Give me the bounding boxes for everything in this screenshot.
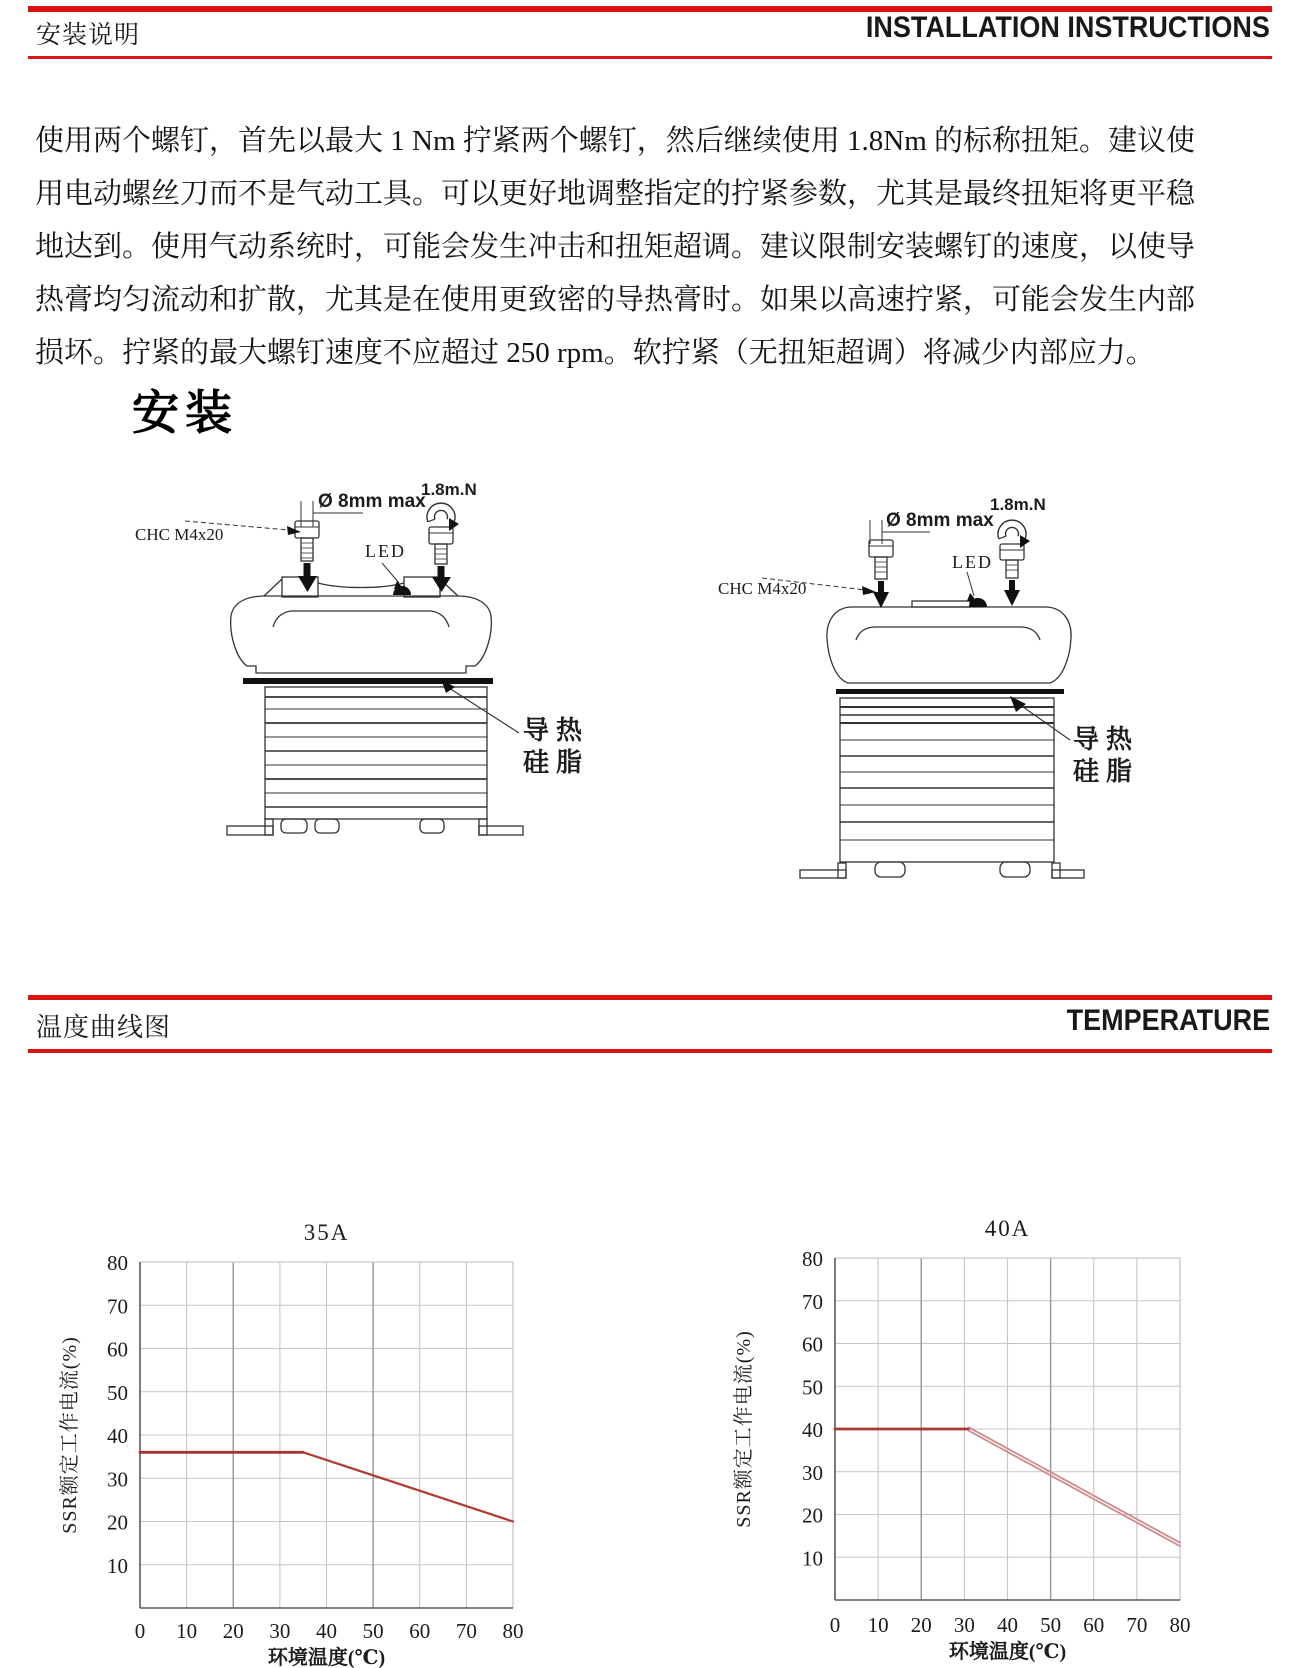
y-tick-label: 30 [107, 1467, 128, 1492]
hole-diameter-label: Ø 8mm max [318, 491, 426, 512]
y-axis-label: SSR额定工作电流(%) [733, 1330, 755, 1528]
section1-title-zh: 安装说明 [36, 22, 141, 49]
derating-line [969, 1427, 1180, 1542]
led-label: LED [952, 552, 993, 572]
temperature-bottom-rule [28, 1049, 1272, 1053]
x-tick-label: 30 [953, 1613, 975, 1637]
x-axis-label: 环境温度(℃) [948, 1641, 1067, 1663]
screw1-press-arrow [304, 563, 311, 576]
x-tick-label: 20 [910, 1613, 932, 1637]
x-tick-label: 80 [1169, 1613, 1191, 1637]
x-tick-label: 60 [1083, 1613, 1105, 1637]
y-tick-label: 40 [802, 1418, 823, 1442]
section1-bottom-rule [28, 56, 1272, 59]
x-tick-label: 50 [362, 1619, 384, 1643]
x-tick-label: 20 [222, 1619, 244, 1643]
y-tick-label: 50 [107, 1380, 128, 1405]
x-tick-label: 50 [1040, 1613, 1062, 1637]
torque-label: 1.8m.N [421, 480, 477, 499]
grease-label-line1: 导热 [523, 715, 590, 745]
grease-label-line1: 导热 [1073, 724, 1140, 754]
y-tick-label: 40 [107, 1424, 128, 1448]
led-label: LED [365, 541, 406, 561]
chart-title: 35A [303, 1220, 350, 1245]
y-tick-label: 10 [802, 1546, 823, 1571]
grease-label-line2: 硅脂 [1073, 756, 1140, 786]
x-tick-label: 60 [409, 1619, 431, 1643]
grease-label-line2: 硅脂 [523, 747, 590, 777]
y-tick-label: 80 [802, 1247, 823, 1271]
installation-diagram-right [660, 450, 1220, 900]
hole-diameter-label: Ø 8mm max [886, 510, 994, 531]
x-tick-label: 30 [269, 1619, 291, 1643]
section2-title-zh: 温度曲线图 [36, 1013, 172, 1042]
section2-title-en [1044, 1004, 1270, 1038]
section1-title-en [821, 11, 1270, 45]
derating-chart-40a [690, 1200, 1240, 1668]
derating-line [303, 1452, 513, 1521]
screw-type-label: CHC M4x20 [718, 579, 807, 598]
y-tick-label: 20 [802, 1503, 823, 1528]
section2-title-en-text: TEMPERATURE [1066, 1004, 1270, 1037]
thermal-grease-layer [836, 689, 1064, 694]
y-tick-label: 60 [802, 1332, 823, 1357]
x-tick-label: 70 [455, 1619, 477, 1643]
x-tick-label: 0 [134, 1619, 146, 1643]
installation-diagram-left [115, 435, 645, 895]
x-tick-label: 80 [502, 1619, 524, 1643]
screw-type-label: CHC M4x20 [135, 525, 224, 544]
torque-arrowhead [1020, 535, 1030, 548]
derating-line [969, 1431, 1180, 1546]
install-heading: 安装 [132, 386, 238, 439]
x-tick-label: 40 [316, 1619, 337, 1643]
section1-title-en-text: INSTALLATION INSTRUCTIONS [866, 11, 1270, 44]
diagram-right-linework [762, 520, 1084, 878]
y-axis-label: SSR额定工作电流(%) [59, 1336, 81, 1534]
x-axis-label: 环境温度(℃) [267, 1647, 386, 1668]
y-tick-label: 70 [802, 1289, 823, 1314]
x-tick-label: 10 [867, 1613, 889, 1637]
y-tick-label: 10 [107, 1553, 128, 1578]
y-tick-label: 80 [107, 1251, 128, 1275]
installation-paragraph: 使用两个螺钉，首先以最大 1 Nm 拧紧两个螺钉，然后继续使用 1.8Nm 的标称扭矩。建议使用电动螺丝刀而不是气动工具。可以更好地调整指定的拧紧参数，尤其是最终扭矩将更平稳地达到。使用气动系统时，可能会发生冲击和扭矩超调。建议限制安装螺钉的速度，以使导热膏均匀流动和扩散，尤其是在使用更致密的导热膏时。如果以高速拧紧，可能会发生内部损坏。拧紧的最大螺钉速度不应超过 250 rpm。软拧紧（无扭矩超调）将减少内部应力。 [35, 125, 1196, 369]
temperature-top-rule [28, 995, 1272, 1000]
x-tick-label: 40 [997, 1613, 1018, 1637]
x-tick-label: 0 [829, 1613, 841, 1637]
y-tick-label: 70 [107, 1294, 128, 1319]
diagram-right-fills [836, 535, 1064, 712]
y-tick-label: 30 [802, 1460, 823, 1485]
screw1-press-arrow [878, 581, 884, 592]
diagram-left-linework [185, 501, 523, 835]
y-tick-label: 20 [107, 1510, 128, 1535]
y-tick-label: 60 [107, 1337, 128, 1362]
torque-label: 1.8m.N [990, 495, 1046, 514]
x-tick-label: 70 [1126, 1613, 1148, 1637]
x-tick-label: 10 [176, 1619, 198, 1643]
torque-arrowhead [449, 518, 459, 531]
chart-title: 40A [984, 1216, 1031, 1241]
thermal-grease-layer [243, 678, 493, 684]
derating-chart-35a [40, 1200, 560, 1668]
y-tick-label: 50 [802, 1375, 823, 1400]
